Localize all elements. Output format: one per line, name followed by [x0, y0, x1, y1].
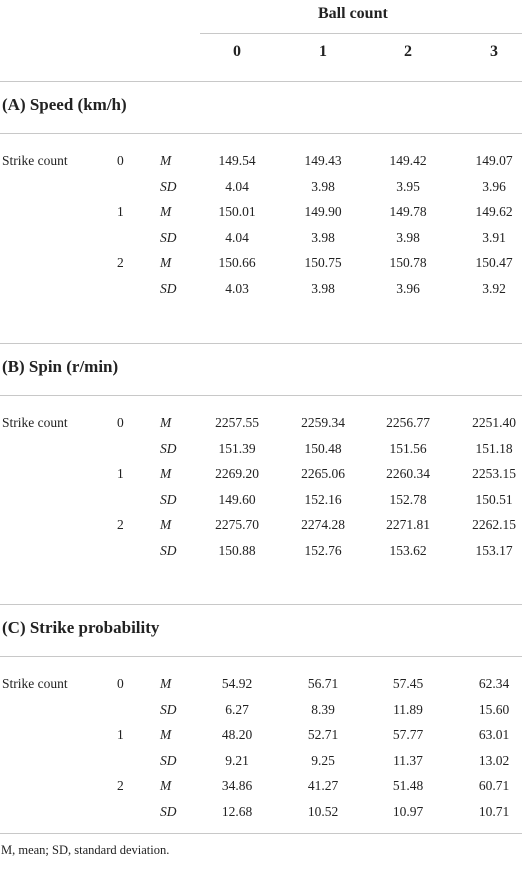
stat-label-m: M — [160, 415, 172, 430]
strike-count-value: 1 — [117, 727, 124, 743]
stat-label-m: M — [160, 153, 172, 168]
table-cell: 149.62 — [475, 204, 513, 220]
strike-count-value: 2 — [117, 517, 124, 533]
row-label-strike-count: Strike count — [2, 676, 68, 691]
stat-label-sd: SD — [160, 701, 177, 717]
strike-count-value: 2 — [117, 255, 124, 271]
table-cell: 2256.77 — [386, 415, 430, 430]
table-cell: 2260.34 — [386, 466, 430, 482]
stat-label-sd: SD — [160, 491, 177, 507]
table-cell: 13.02 — [478, 752, 510, 768]
table-cell: 2274.28 — [301, 517, 345, 533]
stat-label-m: M — [160, 727, 172, 743]
table-cell: 12.68 — [221, 804, 253, 819]
table-cell: 10.97 — [392, 804, 424, 819]
table-cell: 149.42 — [389, 153, 427, 168]
table-cell: 3.96 — [396, 281, 420, 296]
stat-label-sd: SD — [160, 752, 177, 768]
table-cell: 60.71 — [478, 778, 510, 794]
table-cell: 6.27 — [225, 701, 249, 717]
table-cell: 2262.15 — [472, 517, 516, 533]
row-label-strike-count: Strike count — [2, 153, 68, 168]
ball-count-col-1: 1 — [319, 43, 327, 60]
table-cell: 2265.06 — [301, 466, 345, 482]
header-underline — [200, 33, 522, 34]
table-cell: 2275.70 — [215, 517, 259, 533]
table-cell: 2269.20 — [215, 466, 259, 482]
ball-count-header: Ball count — [318, 5, 388, 22]
table-cell: 2253.15 — [472, 466, 516, 482]
table-cell: 15.60 — [478, 701, 510, 717]
table-cell: 3.92 — [482, 281, 506, 296]
table-cell: 10.52 — [307, 804, 339, 819]
table-cell: 150.47 — [475, 255, 513, 271]
section-divider — [0, 604, 522, 605]
table-cell: 51.48 — [392, 778, 424, 794]
table-cell: 149.07 — [475, 153, 513, 168]
stat-label-m: M — [160, 255, 172, 271]
ball-count-col-0: 0 — [233, 43, 241, 60]
table-cell: 2271.81 — [386, 517, 430, 533]
table-cell: 152.76 — [304, 543, 342, 558]
stat-label-m: M — [160, 204, 172, 220]
table-cell: 9.25 — [311, 752, 335, 768]
table-cell: 153.62 — [389, 543, 427, 558]
table-cell: 151.39 — [218, 440, 256, 456]
table-cell: 3.98 — [311, 178, 335, 194]
table-cell: 3.95 — [396, 178, 420, 194]
table-cell: 4.04 — [225, 229, 249, 245]
row-label-strike-count: Strike count — [2, 415, 68, 430]
table-cell: 149.43 — [304, 153, 342, 168]
section-title-rule — [0, 656, 522, 657]
table-cell: 3.98 — [311, 229, 335, 245]
stat-label-m: M — [160, 778, 172, 794]
strike-count-value: 0 — [117, 415, 124, 430]
table-cell: 10.71 — [478, 804, 510, 819]
strike-count-value: 0 — [117, 676, 124, 691]
table-cell: 151.18 — [475, 440, 513, 456]
strike-count-value: 1 — [117, 466, 124, 482]
section-title-rule — [0, 395, 522, 396]
table-cell: 11.89 — [393, 701, 423, 717]
bottom-rule — [0, 833, 522, 834]
table-cell: 150.78 — [389, 255, 427, 271]
table-cell: 3.98 — [311, 281, 335, 296]
table-cell: 149.78 — [389, 204, 427, 220]
table-cell: 41.27 — [307, 778, 339, 794]
table-cell: 62.34 — [478, 676, 510, 691]
table-cell: 56.71 — [307, 676, 339, 691]
table-cell: 150.75 — [304, 255, 342, 271]
ball-count-col-3: 3 — [490, 43, 498, 60]
stat-label-m: M — [160, 676, 172, 691]
ball-count-col-2: 2 — [404, 43, 412, 60]
stat-label-sd: SD — [160, 281, 177, 296]
table-cell: 149.54 — [218, 153, 256, 168]
table-cell: 9.21 — [225, 752, 249, 768]
table-cell: 150.48 — [304, 440, 342, 456]
stat-label-m: M — [160, 466, 172, 482]
section-divider — [0, 343, 522, 344]
table-cell: 3.98 — [396, 229, 420, 245]
table-cell: 8.39 — [311, 701, 335, 717]
table-cell: 150.01 — [218, 204, 256, 220]
table-cell: 63.01 — [478, 727, 510, 743]
table-cell: 149.90 — [304, 204, 342, 220]
table-cell: 52.71 — [307, 727, 339, 743]
table-footnote: M, mean; SD, standard deviation. — [1, 843, 170, 857]
strike-count-value: 0 — [117, 153, 124, 168]
table-cell: 2257.55 — [215, 415, 259, 430]
table-cell: 150.66 — [218, 255, 256, 271]
section-title: (B) Spin (r/min) — [2, 357, 119, 376]
table-cell: 2259.34 — [301, 415, 345, 430]
table-cell: 4.03 — [225, 281, 249, 296]
table-cell: 153.17 — [475, 543, 513, 558]
header-divider — [0, 81, 522, 82]
stat-label-sd: SD — [160, 229, 177, 245]
stat-label-sd: SD — [160, 804, 177, 819]
stat-label-sd: SD — [160, 440, 177, 456]
table-cell: 2251.40 — [472, 415, 516, 430]
table-cell: 151.56 — [389, 440, 427, 456]
table-cell: 152.78 — [389, 491, 427, 507]
table-cell: 3.96 — [482, 178, 506, 194]
table-cell: 152.16 — [304, 491, 342, 507]
section-title: (C) Strike probability — [2, 618, 160, 637]
stat-label-sd: SD — [160, 178, 177, 194]
table-cell: 57.77 — [392, 727, 424, 743]
section-title: (A) Speed (km/h) — [2, 95, 127, 114]
table-cell: 150.88 — [218, 543, 256, 558]
table-cell: 4.04 — [225, 178, 249, 194]
table-cell: 54.92 — [221, 676, 253, 691]
table-cell: 48.20 — [221, 727, 253, 743]
table-cell: 57.45 — [392, 676, 424, 691]
table-cell: 150.51 — [475, 491, 513, 507]
stat-label-sd: SD — [160, 543, 177, 558]
section-title-rule — [0, 133, 522, 134]
table-cell: 149.60 — [218, 491, 256, 507]
table-cell: 11.37 — [393, 752, 423, 768]
table-cell: 34.86 — [221, 778, 253, 794]
strike-count-value: 2 — [117, 778, 124, 794]
strike-count-value: 1 — [117, 204, 124, 220]
table-cell: 3.91 — [482, 229, 506, 245]
stat-label-m: M — [160, 517, 172, 533]
